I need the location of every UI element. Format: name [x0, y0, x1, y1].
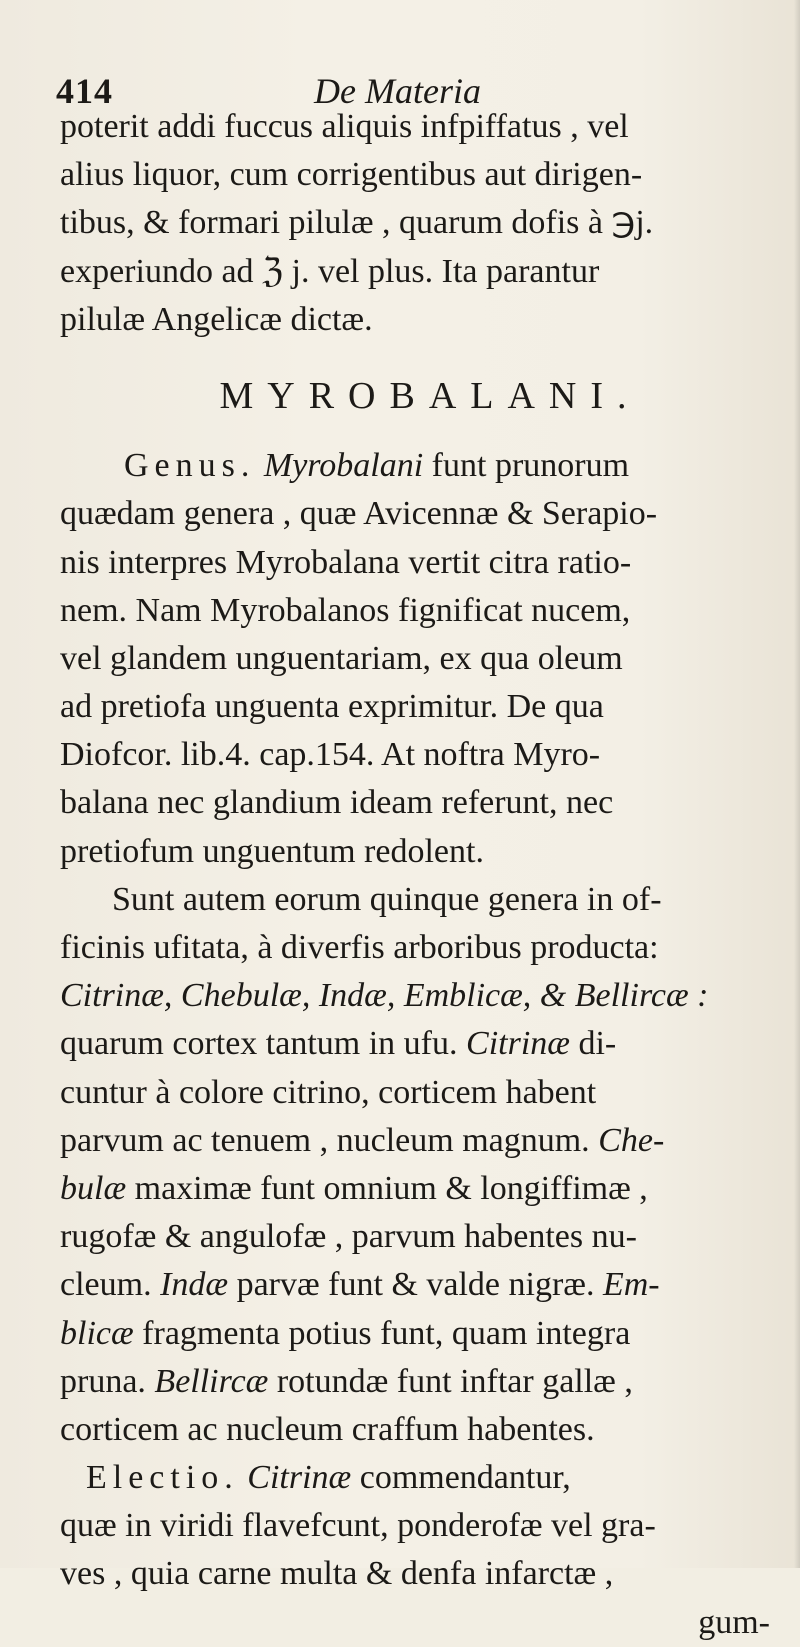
text-fragment: cleum.: [60, 1266, 152, 1304]
italic-term: Indæ: [160, 1266, 229, 1304]
text-line: Diofcor. lib.4. cap.154. At noftra Myro-: [60, 736, 601, 774]
text-line: [60, 1358, 780, 1406]
italic-term: Che-: [598, 1121, 665, 1159]
text-line: nis interpres Myrobalana vertit citra ratio-: [60, 543, 632, 581]
italic-term: Bellircæ: [154, 1362, 269, 1400]
text-line: ves , quia carne multa & denfa infarctæ ,: [60, 1555, 614, 1593]
text-fragment: quarum cortex tantum in ufu.: [60, 1025, 458, 1063]
text-fragment: di-: [578, 1025, 617, 1063]
text-line: ad pretiofa unguenta exprimitur. De qua: [60, 688, 604, 726]
catchword: gum-: [698, 1603, 770, 1641]
text-fragment: maximæ funt omnium & longiffimæ ,: [134, 1169, 648, 1207]
italic-term: blicæ: [60, 1314, 134, 1352]
italic-term: Em-: [602, 1266, 660, 1304]
text-fragment: parvum ac tenuem , nucleum magnum.: [60, 1121, 590, 1159]
text-line: rugofæ & angulofæ , parvum habentes nu-: [60, 1218, 637, 1256]
page-edge-shadow: [794, 0, 800, 1568]
text-line: [60, 1310, 780, 1358]
section-heading: MYROBALANI.: [219, 374, 641, 417]
text-fragment: pruna.: [60, 1362, 146, 1400]
text-line: vel glandem unguentariam, ex qua oleum: [60, 639, 623, 677]
text-line: poterit addi fuccus aliquis infpiffatus , vel: [60, 108, 629, 145]
italic-term: bulæ: [60, 1169, 127, 1207]
text-line: cuntur à colore citrino, corticem habent: [60, 1073, 597, 1111]
text-line: alius liquor, cum corrigentibus aut dirigen-: [60, 156, 643, 194]
text-line: corticem ac nucleum craffum habentes.: [60, 1410, 595, 1448]
text-line: tibus, & formari pilulæ , quarum dofis à ℈j.: [60, 204, 654, 242]
section-label-genus: Genus.: [124, 447, 256, 485]
italic-term: Citrinæ: [466, 1025, 570, 1063]
text-line: [60, 1261, 780, 1309]
text-line: quædam genera , quæ Avicennæ & Serapio-: [60, 495, 658, 533]
page-number: 414: [56, 71, 113, 111]
text-fragment: parvæ funt & valde nigræ.: [236, 1266, 595, 1304]
text-line: Sunt autem eorum quinque genera in of-: [112, 880, 662, 918]
text-line: [60, 1454, 780, 1502]
text-line: balana nec glandium ideam referunt, nec: [60, 784, 614, 822]
text-line: nem. Nam Myrobalanos fignificat nucem,: [60, 591, 631, 629]
text-line: [60, 1020, 780, 1068]
italic-term: Citrinæ: [247, 1459, 352, 1497]
text-line: pilulæ Angelicæ dictæ.: [60, 300, 373, 338]
running-head: De Materia: [314, 71, 481, 111]
section-label-electio: Electio.: [86, 1459, 239, 1497]
text-fragment: funt prunorum: [431, 447, 630, 485]
text-line: quæ in viridi flavefcunt, ponderofæ vel gra-: [60, 1507, 656, 1545]
text-fragment: commendantur,: [359, 1459, 571, 1497]
text-line: ficinis ufitata, à diverfis arboribus producta:: [60, 929, 659, 966]
text-line: experiundo ad ℨ j. vel plus. Ita parantur: [60, 252, 600, 290]
italic-term: Myrobalani: [263, 447, 424, 485]
text-fragment: fragmenta potius funt, quam integra: [142, 1314, 631, 1352]
text-line: [60, 442, 780, 490]
text-line: [60, 1117, 780, 1165]
body-text: [60, 103, 780, 1647]
text-line: [60, 1165, 780, 1213]
text-fragment: rotundæ funt inftar gallæ ,: [276, 1362, 633, 1400]
text-line: pretiofum unguentum redolent.: [60, 832, 484, 870]
text-line-italic-list: Citrinæ, Chebulæ, Indæ, Emblicæ, & Bellircæ :: [60, 977, 709, 1015]
